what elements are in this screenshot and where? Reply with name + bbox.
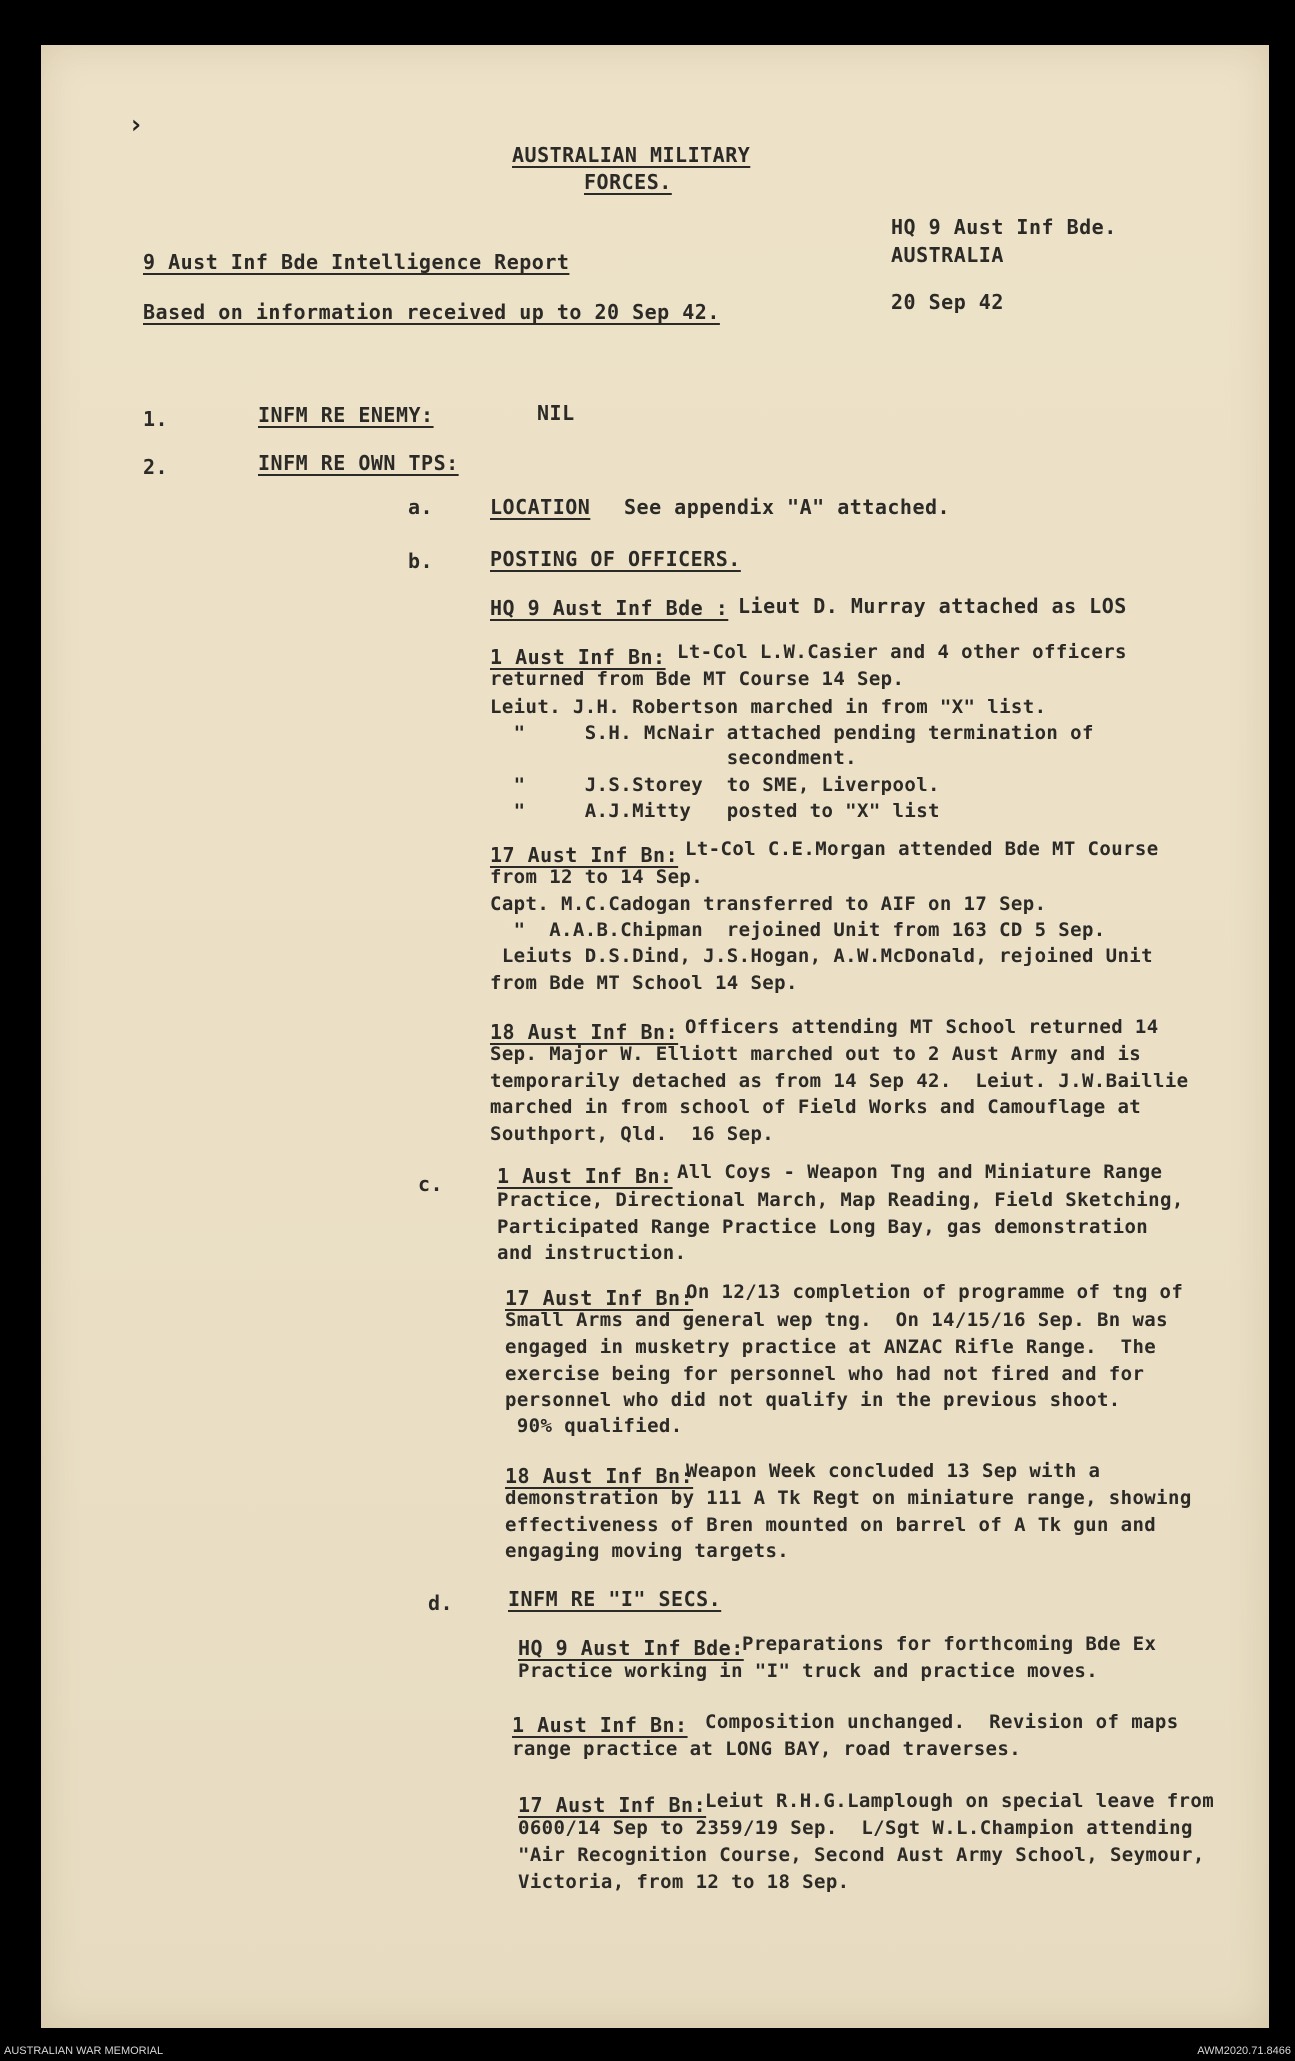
c-bn17-line: engaged in musketry practice at ANZAC Rifle Range. The [505,1336,1157,1358]
d-hq-line: Preparations for forthcoming Bde Ex [742,1633,1157,1655]
footer-accession-number: AWM2020.71.8466 [1197,2045,1291,2057]
subsection-b-letter: b. [408,549,434,573]
d-bn1-unit: 1 Aust Inf Bn: [512,1713,688,1737]
report-date: 20 Sep 42 [891,290,1004,314]
title-line-2: FORCES. [584,170,672,194]
b-bn17-line: Capt. M.C.Cadogan transferred to AIF on 17 Sep. [490,893,1047,915]
b-bn1-line: " A.J.Mitty posted to "X" list [490,800,940,822]
d-bn17-line: Leiut R.H.G.Lamplough on special leave from [705,1790,1215,1812]
section-1-heading: INFM RE ENEMY: [258,403,434,427]
subsection-a-letter: a. [408,495,434,519]
c-bn17-line: exercise being for personnel who had not fired and for [505,1363,1145,1385]
c-bn18-line: demonstration by 111 A Tk Regt on miniature range, showing [505,1487,1192,1509]
c-bn17-line: Small Arms and general wep tng. On 14/15/16 Sep. Bn was [505,1309,1168,1331]
c-bn1-line: Participated Range Practice Long Bay, gas demonstration [497,1216,1149,1238]
b-bn17-line: " A.A.B.Chipman rejoined Unit from 163 CD 5 Sep. [490,919,1106,941]
d-bn17-line: Victoria, from 12 to 18 Sep. [518,1871,850,1893]
b-bn1-line: " S.H. McNair attached pending termination of [490,722,1094,744]
report-subtitle: Based on information received up to 20 Sep 42. [143,300,720,324]
b-bn1-line: Lt-Col L.W.Casier and 4 other officers [677,641,1127,663]
c-bn17-line: 90% qualified. [505,1415,683,1437]
b-bn17-unit: 17 Aust Inf Bn: [490,843,679,867]
b-bn18-unit: 18 Aust Inf Bn: [490,1020,679,1044]
b-bn18-line: Sep. Major W. Elliott marched out to 2 Aust Army and is [490,1043,1142,1065]
b-hq-text: Lieut D. Murray attached as LOS [738,594,1127,618]
d-bn17-unit: 17 Aust Inf Bn: [518,1793,707,1817]
b-bn17-line: from 12 to 14 Sep. [490,866,704,888]
hq-location: AUSTRALIA [891,243,1004,267]
c-bn18-unit: 18 Aust Inf Bn: [505,1464,694,1488]
b-bn1-line: " J.S.Storey to SME, Liverpool. [490,774,940,796]
c-bn17-line: On 12/13 completion of programme of tng of [686,1281,1184,1303]
d-bn17-line: "Air Recognition Course, Second Aust Army School, Seymour, [518,1844,1205,1866]
section-1-number: 1. [143,407,169,431]
b-bn17-line: Leiuts D.S.Dind, J.S.Hogan, A.W.McDonald, rejoined Unit [490,945,1153,967]
b-bn18-line: Southport, Qld. 16 Sep. [490,1123,775,1145]
c-bn1-unit: 1 Aust Inf Bn: [497,1164,673,1188]
c-bn18-line: Weapon Week concluded 13 Sep with a [686,1460,1101,1482]
b-bn1-line: Leiut. J.H. Robertson marched in from "X" list. [490,696,1047,718]
subsection-a-heading: LOCATION [490,495,591,519]
b-bn18-line: temporarily detached as from 14 Sep 42. Leiut. J.W.Baillie [490,1070,1189,1092]
subsection-d-letter: d. [428,1591,454,1615]
c-bn17-unit: 17 Aust Inf Bn: [505,1286,694,1310]
b-bn1-unit: 1 Aust Inf Bn: [490,645,666,669]
section-1-value: NIL [537,401,575,425]
section-2-number: 2. [143,455,169,479]
b-bn1-line: returned from Bde MT Course 14 Sep. [490,668,905,690]
b-hq-unit: HQ 9 Aust Inf Bde : [490,596,729,620]
d-hq-line: Practice working in "I" truck and practice moves. [518,1660,1099,1682]
section-2-heading: INFM RE OWN TPS: [258,451,459,475]
b-bn17-line: Lt-Col C.E.Morgan attended Bde MT Course [685,838,1159,860]
hq-address: HQ 9 Aust Inf Bde. [891,215,1117,239]
subsection-c-letter: c. [418,1172,444,1196]
b-bn18-line: Officers attending MT School returned 14 [685,1016,1159,1038]
subsection-d-heading: INFM RE "I" SECS. [508,1587,722,1611]
d-hq-unit: HQ 9 Aust Inf Bde: [518,1636,744,1660]
footer-institution: AUSTRALIAN WAR MEMORIAL [4,2045,164,2057]
c-bn1-line: and instruction. [497,1242,687,1264]
d-bn1-line: Composition unchanged. Revision of maps [705,1711,1179,1733]
d-bn17-line: 0600/14 Sep to 2359/19 Sep. L/Sgt W.L.Champion attending [518,1817,1193,1839]
b-bn1-line: secondment. [490,747,858,769]
title-line-1: AUSTRALIAN MILITARY [512,143,751,167]
c-bn1-line: All Coys - Weapon Tng and Miniature Range [677,1161,1163,1183]
b-bn18-line: marched in from school of Field Works and Camouflage at [490,1096,1142,1118]
subsection-a-text: See appendix "A" attached. [624,495,951,519]
d-bn1-line: range practice at LONG BAY, road traverses. [512,1738,1022,1760]
c-bn17-line: personnel who did not qualify in the previous shoot. [505,1389,1121,1411]
b-bn17-line: from Bde MT School 14 Sep. [490,972,798,994]
c-bn18-line: effectiveness of Bren mounted on barrel of A Tk gun and [505,1514,1157,1536]
c-bn18-line: engaging moving targets. [505,1540,790,1562]
c-bn1-line: Practice, Directional March, Map Reading, Field Sketching, [497,1189,1184,1211]
punch-mark-icon: › [128,110,144,140]
subsection-b-heading: POSTING OF OFFICERS. [490,547,741,571]
report-title: 9 Aust Inf Bde Intelligence Report [143,250,570,274]
